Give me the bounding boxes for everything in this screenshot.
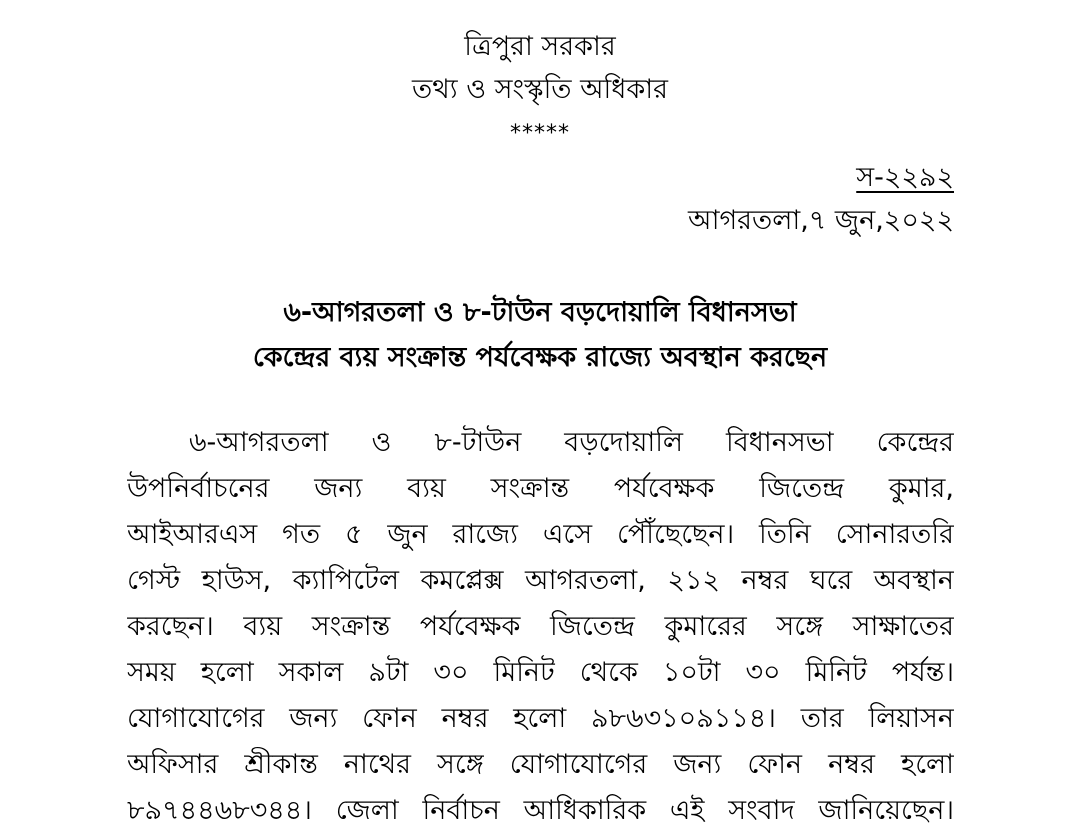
government-heading [0,24,1080,69]
body-line: ৬-আগরতলা ও ৮-টাউন বড়দোয়ালি বিধানসভা কেন্দ্রের [189,427,954,458]
body-line: উপনির্বাচনের জন্য ব্যয় সংক্রান্ত পর্যবেক্ষক জিতেন্দ্র কুমার, [127,473,954,504]
body-line: আইআরএস গত ৫ জুন রাজ্যে এসে পৌঁছেছেন। তিনি সোনারতরি [127,519,954,550]
body-line: ৮৯৭৪৪৬৮৩৪৪। জেলা নির্বাচন আধিকারিক এই সংবাদ জানিয়েছেন। [127,795,954,826]
body-line: গেস্ট হাউস, ক্যাপিটেল কমপ্লেক্স আগরতলা, ২১২ নম্বর ঘরে অবস্থান [127,565,954,596]
press-release-title-line-1: ৬-আগরতলা ও ৮-টাউন বড়দোয়ালি বিধানসভা [283,297,797,328]
body-line: যোগাযোগের জন্য ফোন নম্বর হলো ৯৮৬৩১০৯১১৪। তার লিয়াসন [127,703,954,734]
press-release-body [127,420,954,834]
separator-stars: ***** [510,121,570,146]
press-release-title-line-2: কেন্দ্রের ব্যয় সংক্রান্ত পর্যবেক্ষক রাজ্যে অবস্থান করছেন [252,342,828,373]
reference-number: স-২২৯২ [856,162,954,193]
place-and-date: আগরতলা,৭ জুন,২০২২ [687,205,954,236]
department-name: তথ্য ও সংস্কৃতি অধিকার [412,74,668,105]
department-heading [0,67,1080,112]
government-name: ত্রিপুরা সরকার [464,31,616,62]
body-line: অফিসার শ্রীকান্ত নাথের সঙ্গে যোগাযোগের জন্য ফোন নম্বর হলো [127,749,954,780]
body-line: সময় হলো সকাল ৯টা ৩০ মিনিট থেকে ১০টা ৩০ মিনিট পর্যন্ত। [127,657,954,688]
body-line: করছেন। ব্যয় সংক্রান্ত পর্যবেক্ষক জিতেন্দ্র কুমারের সঙ্গে সাক্ষাতের [127,611,954,642]
